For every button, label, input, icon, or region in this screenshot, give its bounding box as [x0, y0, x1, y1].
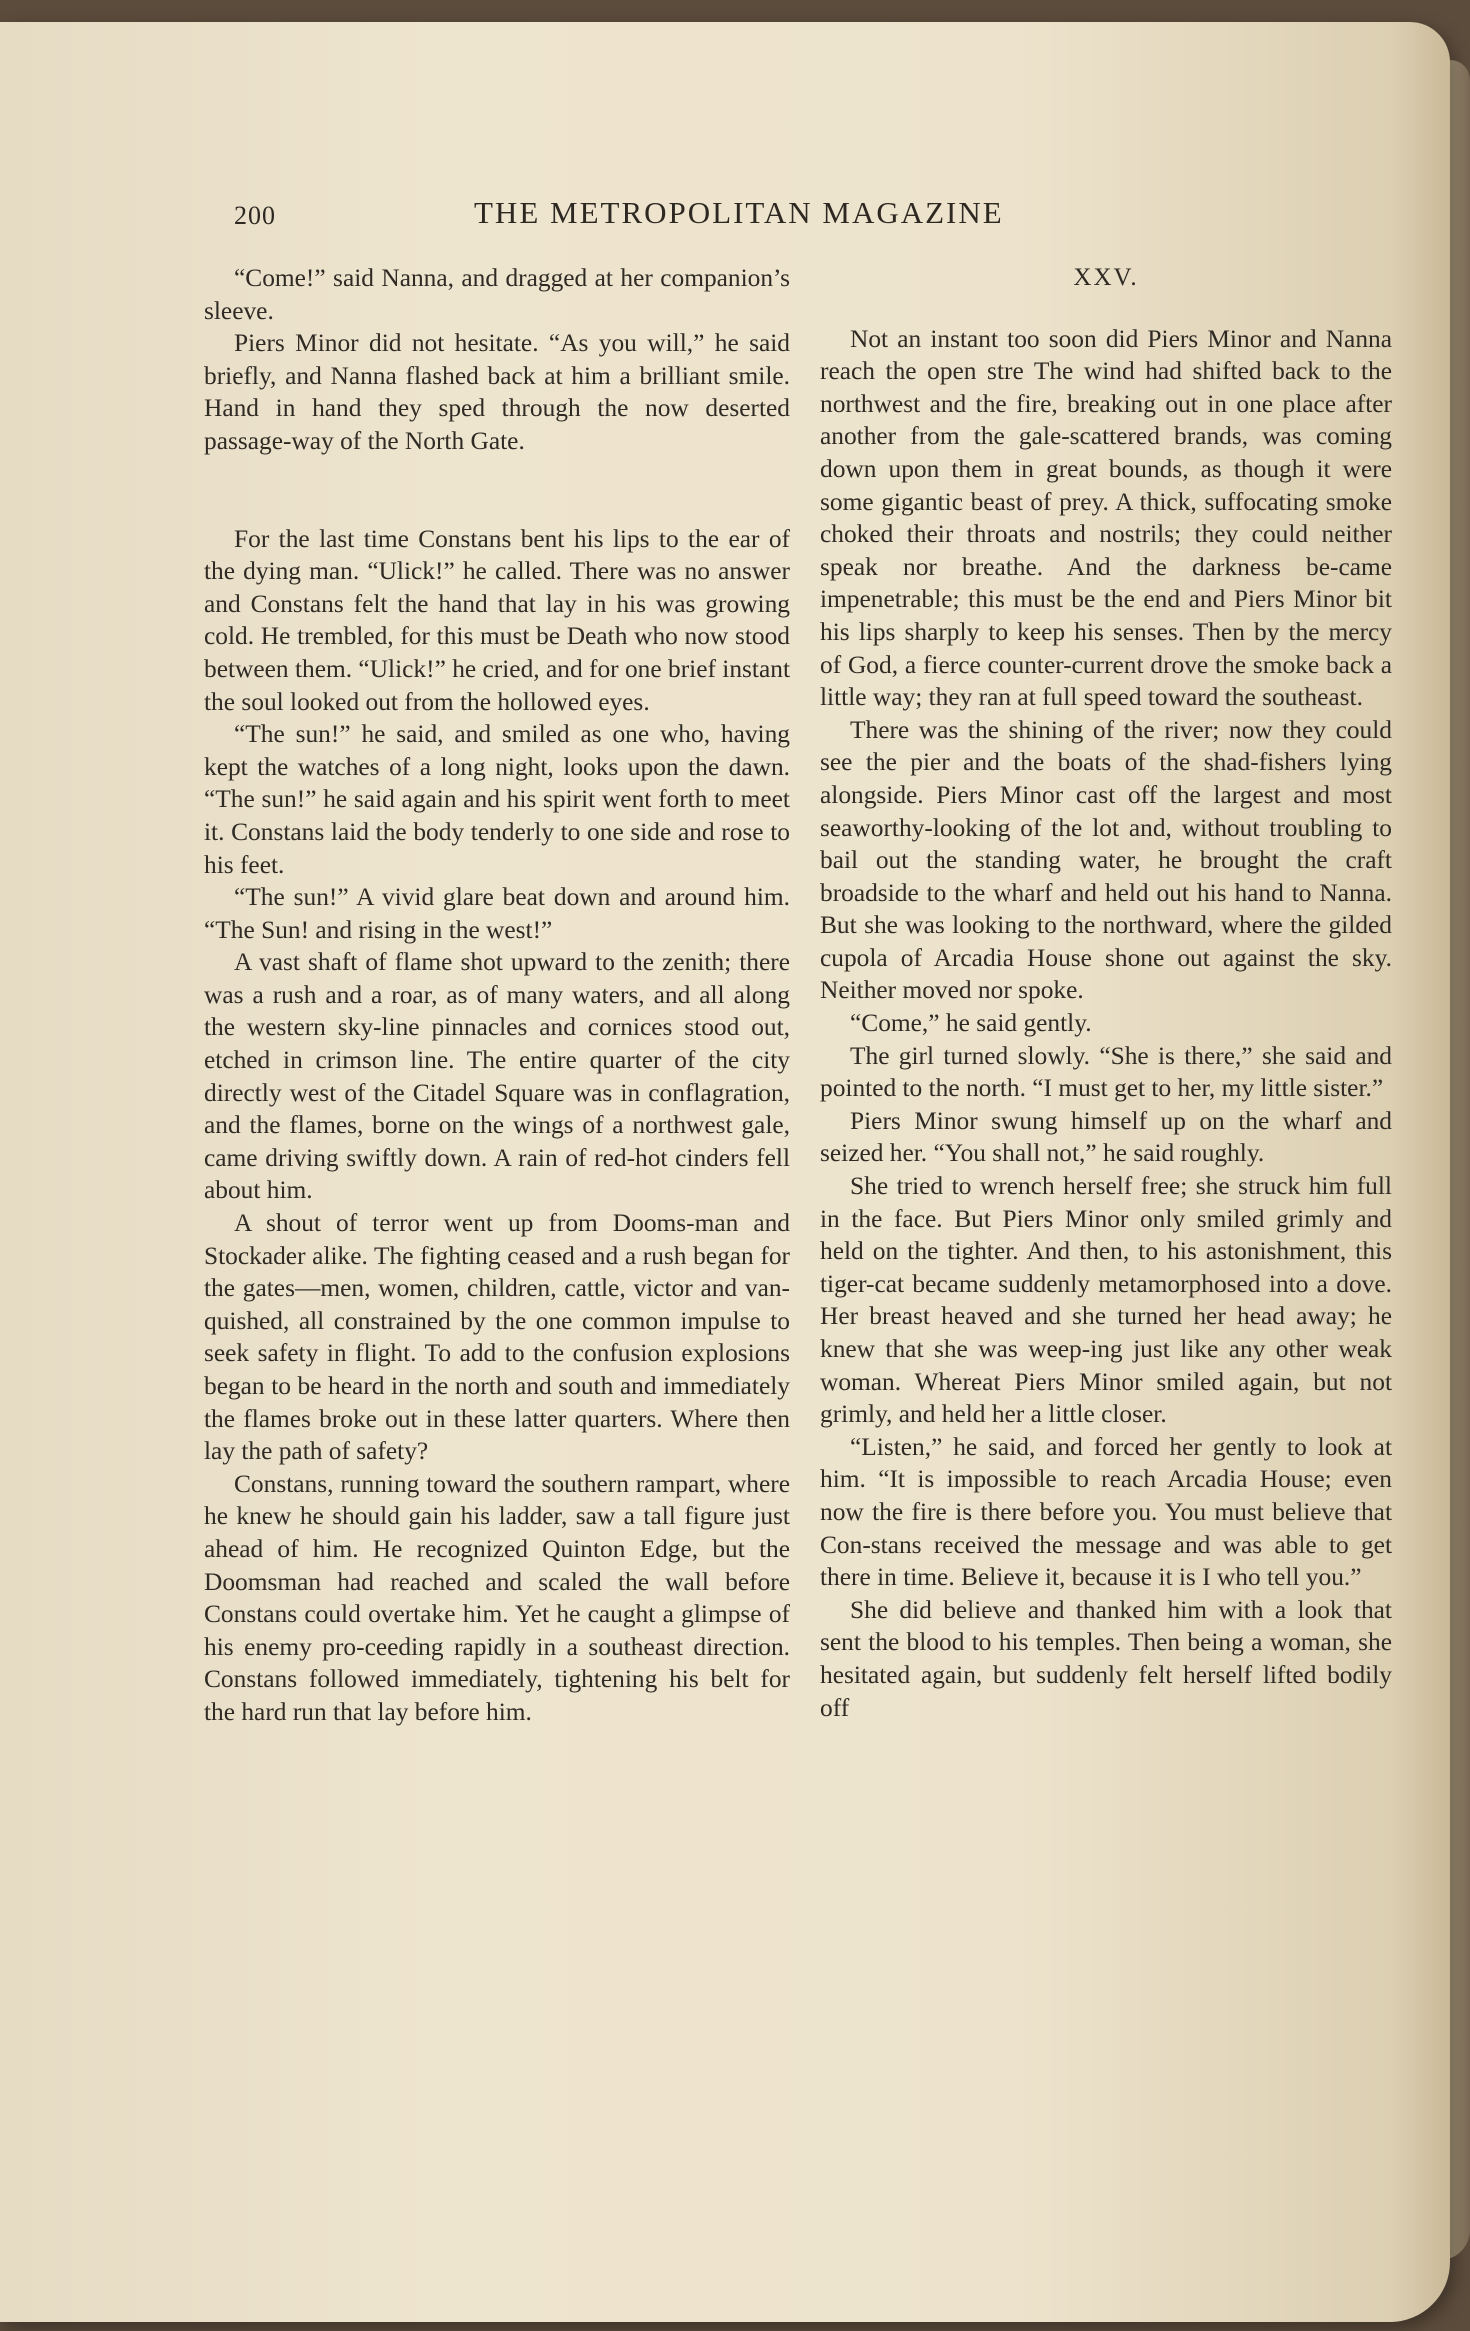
- chapter-heading: XXV.: [1073, 264, 1139, 291]
- section-break: [204, 458, 790, 523]
- magazine-title: THE METROPOLITAN MAGAZINE: [474, 195, 1004, 230]
- left-text-column: [204, 262, 790, 1729]
- paragraph: “The sun!” he said, and smiled as one who, having kept the watches of a long night, looks upon the dawn. “The sun!” he said again and his spirit went forth to meet it. Constans laid the body tenderly to one side and rose to his feet.: [204, 720, 790, 879]
- paragraph: She did believe and thanked him with a look that sent the blood to his temples. Then being a woman, she hesitated again, but suddenly felt herself lifted bodily off: [820, 1595, 1392, 1722]
- page-number: 200: [234, 201, 276, 230]
- paragraph: “Come!” said Nanna, and dragged at her companion’s sleeve.: [204, 264, 790, 325]
- paragraph: “Come,” he said gently.: [850, 1009, 1092, 1038]
- paragraph: A vast shaft of flame shot upward to the zenith; there was a rush and a roar, as of many waters, and all along the western sky-line pinnacles and cornices stood out, etched in crimson line. The entire quarter of the city directly west of the Citadel Square was in conflagration, and the flames, borne on the wings of a northwest gale, came driving swiftly down. A rain of red-hot cinders fell about him.: [204, 948, 790, 1205]
- paragraph: “Listen,” he said, and forced her gently to look at him. “It is impossible to reach Arcadia House; even now the fire is there before you. You must believe that Con-stans received the message and was able to get there in time. Believe it, because it is I who tell you.”: [820, 1432, 1392, 1592]
- right-text-column: [820, 262, 1392, 1724]
- paragraph: There was the shining of the river; now they could see the pier and the boats of the shad-fishers lying alongside. Piers Minor cast off the largest and most seaworthy-looking of the lot and, without troubling to bail out the standing water, he brought the craft broadside to the wharf and held out his hand to Nanna. But she was looking to the northward, where the gilded cupola of Arcadia House shone out against the sky. Neither moved nor spoke.: [820, 715, 1392, 1005]
- paragraph: She tried to wrench herself free; she struck him full in the face. But Piers Minor only smiled grimly and held on the tighter. And then, to his astonishment, this tiger-cat became suddenly metamorphosed into a dove. Her breast heaved and she turned her head away; he knew that she was weep-ing just like any other weak woman. Whereat Piers Minor smiled again, but not grimly, and held her a little closer.: [820, 1172, 1392, 1429]
- magazine-page: [0, 22, 1450, 2322]
- paragraph: A shout of terror went up from Dooms-man and Stockader alike. The fighting ceased and a rush began for the gates—men, women, children, cattle, victor and van-quished, all constrained by the one common impulse to seek safety in flight. To add to the confusion explosions began to be heard in the north and south and immediately the flames broke out in these latter quarters. Where then lay the path of safety?: [204, 1209, 790, 1466]
- paragraph: Not an instant too soon did Piers Minor and Nanna reach the open stre The wind had shifted back to the northwest and the fire, breaking out in one place after another from the gale-scattered brands, was coming down upon them in great bounds, as though it were some gigantic beast of prey. A thick, suffocating smoke choked their throats and nostrils; they could neither speak nor breathe. And the darkness be-came impenetrable; this must be the end and Piers Minor bit his lips sharply to keep his senses. Then by the mercy of God, a fierce counter-current drove the smoke back a little way; they ran at full speed toward the southeast.: [820, 324, 1392, 712]
- paragraph: “The sun!” A vivid glare beat down and around him. “The Sun! and rising in the west!”: [204, 883, 790, 944]
- paragraph: Constans, running toward the southern rampart, where he knew he should gain his ladder, saw a tall figure just ahead of him. He recognized Quinton Edge, but the Doomsman had reached and scaled the wall before Constans could overtake him. Yet he caught a glimpse of his enemy pro-ceeding rapidly in a southeast direction. Constans followed immediately, tightening his belt for the hard run that lay before him.: [204, 1469, 790, 1726]
- paragraph: The girl turned slowly. “She is there,” she said and pointed to the north. “I must get to her, my little sister.”: [820, 1041, 1392, 1103]
- paragraph: For the last time Constans bent his lips to the ear of the dying man. “Ulick!” he called. There was no answer and Constans felt the hand that lay in his was growing cold. He trembled, for this must be Death who now stood between them. “Ulick!” he cried, and for one brief instant the soul looked out from the hollowed eyes.: [204, 524, 790, 716]
- paragraph: Piers Minor swung himself up on the wharf and seized her. “You shall not,” he said roughly.: [820, 1106, 1392, 1168]
- paragraph: Piers Minor did not hesitate. “As you will,” he said briefly, and Nanna flashed back at him a brilliant smile. Hand in hand they sped through the now deserted passage-way of the North Gate.: [204, 329, 790, 455]
